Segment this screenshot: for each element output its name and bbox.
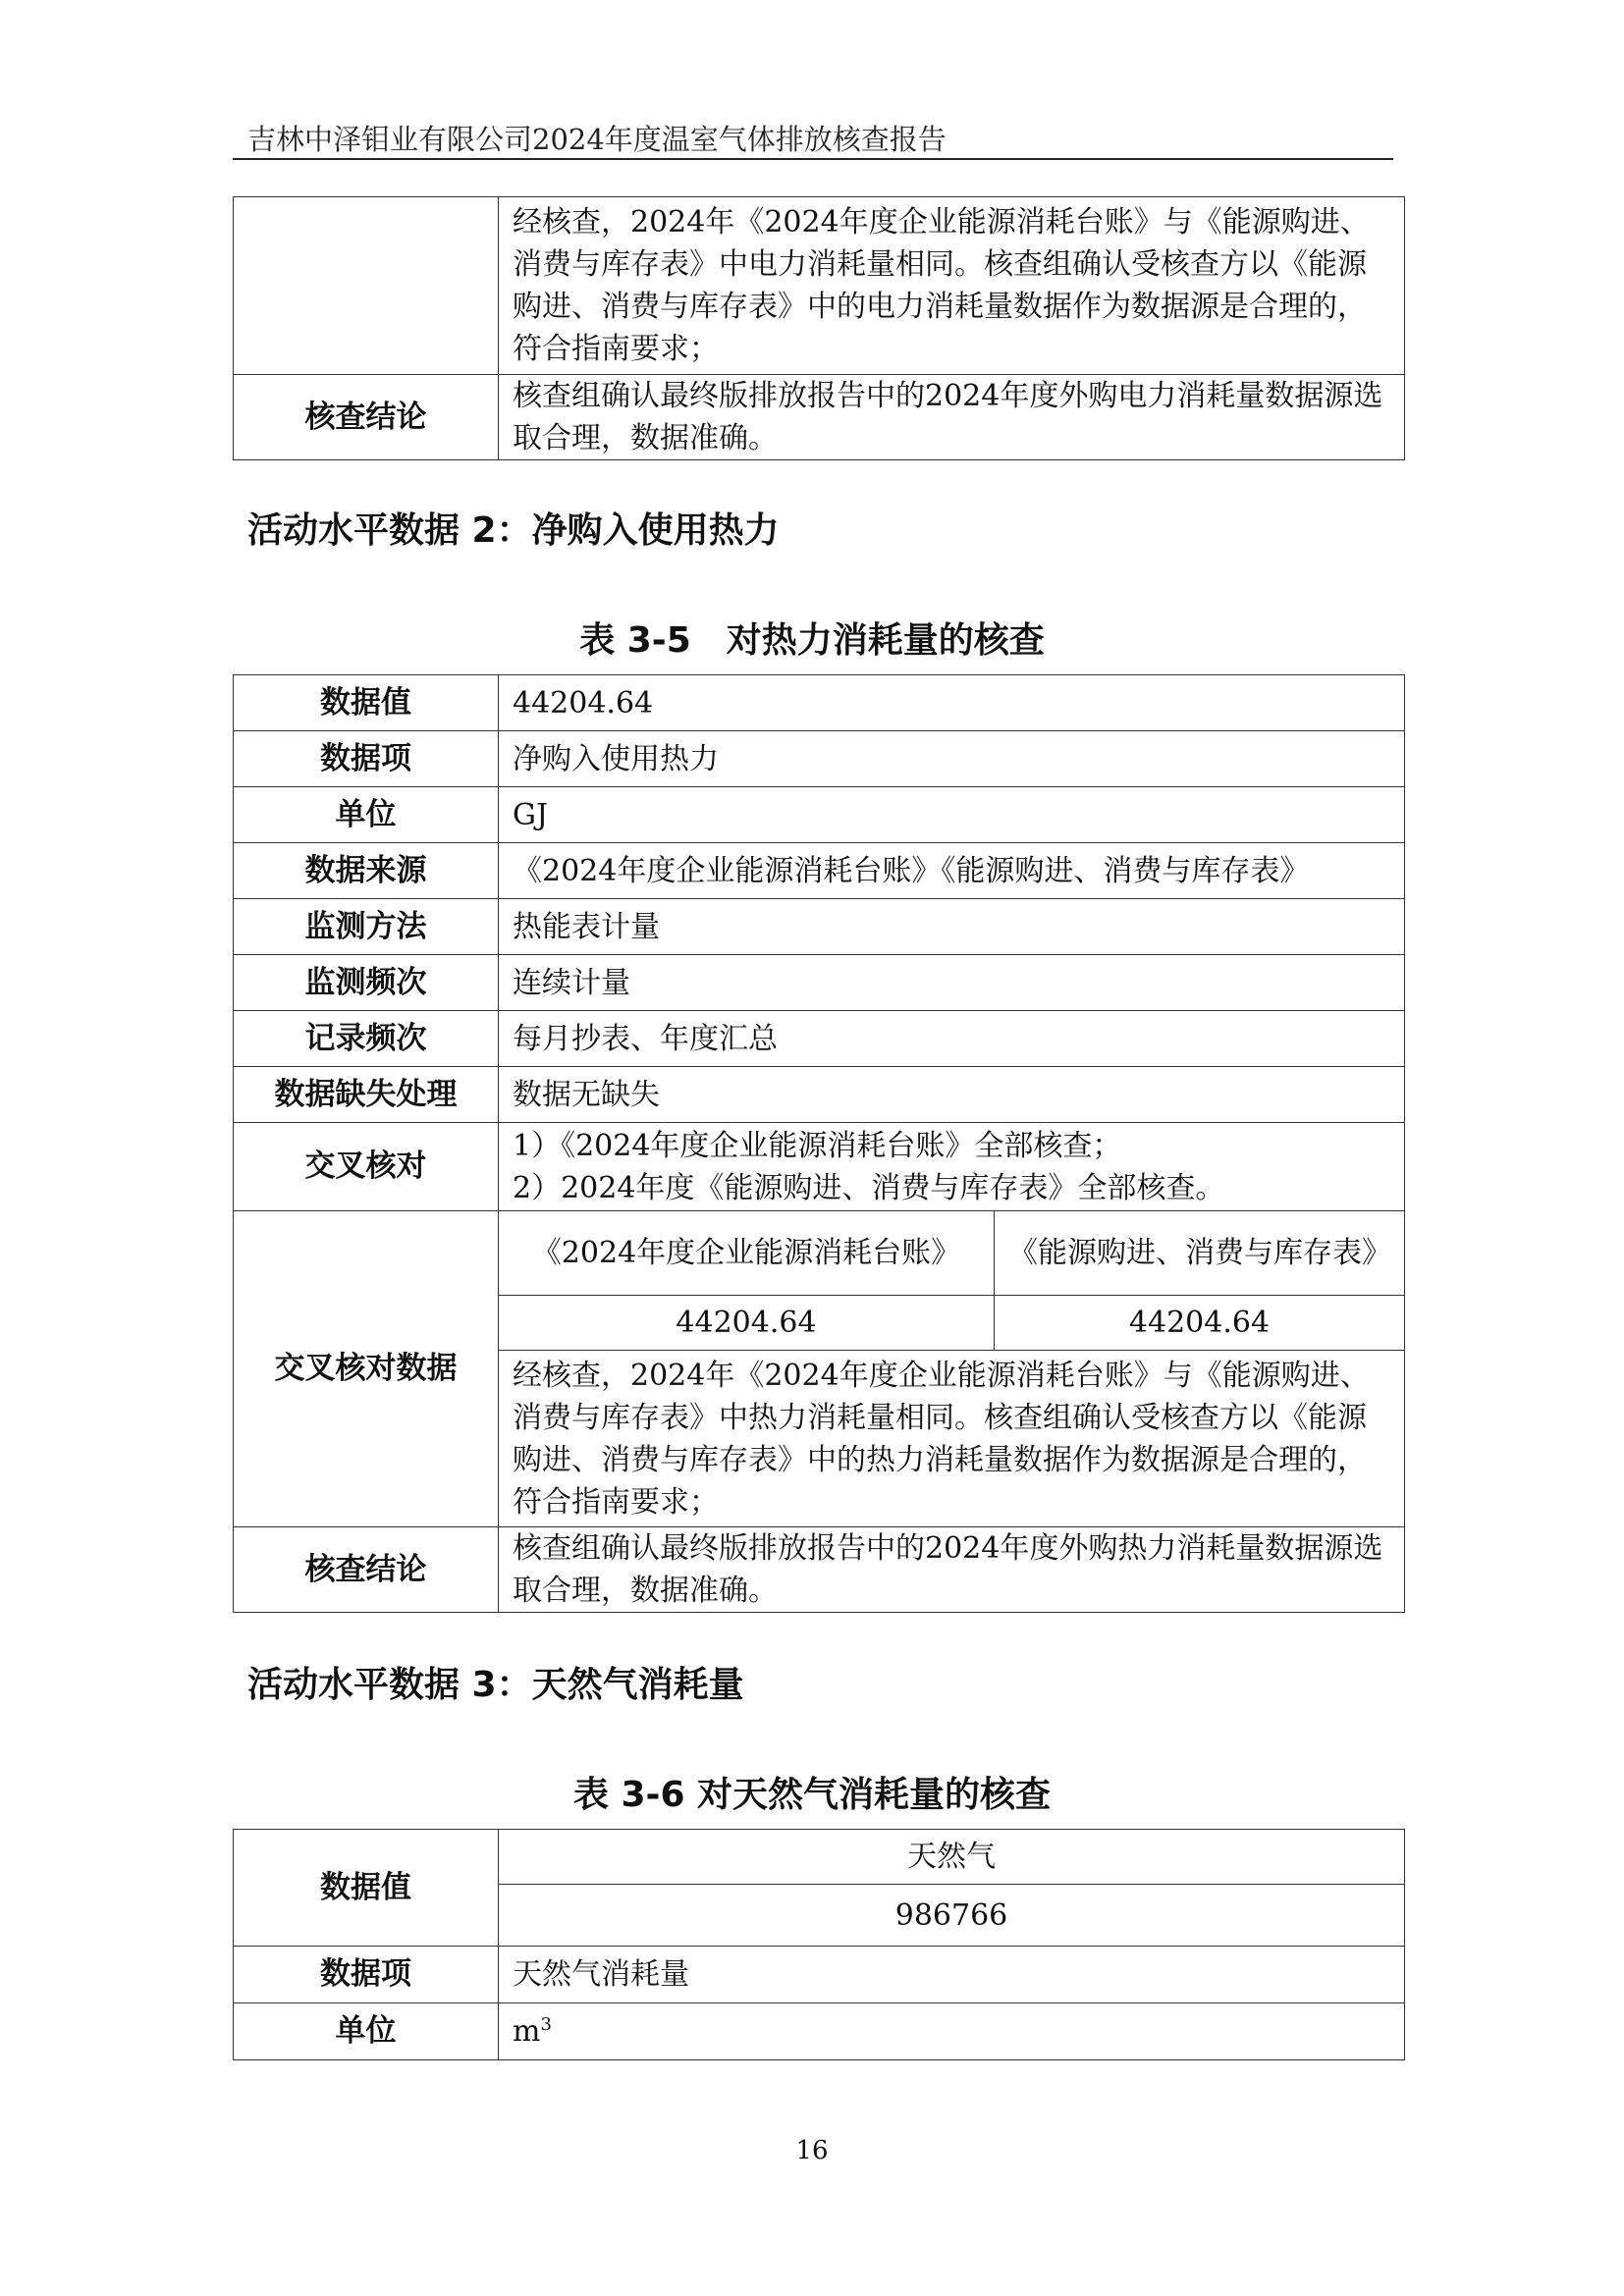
unit-base: m bbox=[513, 2014, 541, 2049]
value-label: 数据值 bbox=[234, 1830, 499, 1947]
page-number: 16 bbox=[795, 2136, 829, 2165]
cross-data-label: 交叉核对数据 bbox=[234, 1211, 499, 1527]
cross-check-line-2: 2）2024年度《能源购进、消费与库存表》全部核查。 bbox=[513, 1170, 1225, 1205]
row-value: 44204.64 bbox=[499, 675, 1405, 731]
row-label: 数据值 bbox=[234, 675, 499, 731]
section-heading-gas: 活动水平数据 3：天然气消耗量 bbox=[247, 1665, 744, 1705]
item-value: 天然气消耗量 bbox=[499, 1947, 1405, 2003]
cross-data-col1-header: 《2024年度企业能源消耗台账》 bbox=[499, 1211, 995, 1296]
row-value: 热能表计量 bbox=[499, 899, 1405, 955]
row-value: 数据无缺失 bbox=[499, 1067, 1405, 1123]
row-value: GJ bbox=[499, 787, 1405, 843]
row-label: 监测方法 bbox=[234, 899, 499, 955]
running-header: 吉林中泽钼业有限公司2024年度温室气体排放核查报告 bbox=[247, 123, 947, 156]
table-3-6 bbox=[233, 1829, 1405, 2060]
cross-check-value bbox=[499, 1123, 1405, 1211]
empty-label-cell bbox=[234, 197, 499, 375]
unit-label: 单位 bbox=[234, 2003, 499, 2060]
conclusion-value: 核查组确认最终版排放报告中的2024年度外购电力消耗量数据源选取合理，数据准确。 bbox=[499, 375, 1405, 460]
cross-data-col1-value: 44204.64 bbox=[499, 1296, 995, 1351]
table-caption-3-5: 表 3-5 对热力消耗量的核查 bbox=[579, 620, 1045, 661]
header-rule bbox=[233, 158, 1393, 160]
value-header: 天然气 bbox=[499, 1830, 1405, 1885]
row-value: 净购入使用热力 bbox=[499, 731, 1405, 787]
section-heading-heat: 活动水平数据 2：净购入使用热力 bbox=[247, 510, 780, 551]
row-label: 数据来源 bbox=[234, 843, 499, 899]
row-label: 监测频次 bbox=[234, 955, 499, 1011]
cross-data-text: 经核查，2024年《2024年度企业能源消耗台账》与《能源购进、消费与库存表》中热力消耗量相同。核查组确认受核查方以《能源购进、消费与库存表》中的热力消耗量数据作为数据源是合理的，符合指南要求； bbox=[499, 1351, 1405, 1527]
cross-check-label: 交叉核对 bbox=[234, 1123, 499, 1211]
row-value: 每月抄表、年度汇总 bbox=[499, 1011, 1405, 1067]
table-electricity-continued bbox=[233, 196, 1405, 460]
row-value: 《2024年度企业能源消耗台账》《能源购进、消费与库存表》 bbox=[499, 843, 1405, 899]
row-label: 记录频次 bbox=[234, 1011, 499, 1067]
table-caption-3-6: 表 3-6 对天然气消耗量的核查 bbox=[572, 1775, 1052, 1815]
conclusion-label: 核查结论 bbox=[234, 375, 499, 460]
unit-superscript: 3 bbox=[540, 2014, 552, 2035]
unit-value bbox=[499, 2003, 1405, 2060]
row-label: 单位 bbox=[234, 787, 499, 843]
cross-check-line-1: 1）《2024年度企业能源消耗台账》全部核查； bbox=[513, 1128, 1122, 1163]
row-label: 数据项 bbox=[234, 731, 499, 787]
electricity-check-text: 经核查，2024年《2024年度企业能源消耗台账》与《能源购进、消费与库存表》中电力消耗量相同。核查组确认受核查方以《能源购进、消费与库存表》中的电力消耗量数据作为数据源是合理的，符合指南要求； bbox=[499, 197, 1405, 375]
item-label: 数据项 bbox=[234, 1947, 499, 2003]
gas-value: 986766 bbox=[499, 1885, 1405, 1947]
conclusion-label: 核查结论 bbox=[234, 1527, 499, 1613]
table-3-5 bbox=[233, 674, 1405, 1613]
conclusion-value: 核查组确认最终版排放报告中的2024年度外购热力消耗量数据源选取合理，数据准确。 bbox=[499, 1527, 1405, 1613]
row-value: 连续计量 bbox=[499, 955, 1405, 1011]
cross-data-col2-header: 《能源购进、消费与库存表》 bbox=[995, 1211, 1405, 1296]
cross-data-col2-value: 44204.64 bbox=[995, 1296, 1405, 1351]
row-label: 数据缺失处理 bbox=[234, 1067, 499, 1123]
